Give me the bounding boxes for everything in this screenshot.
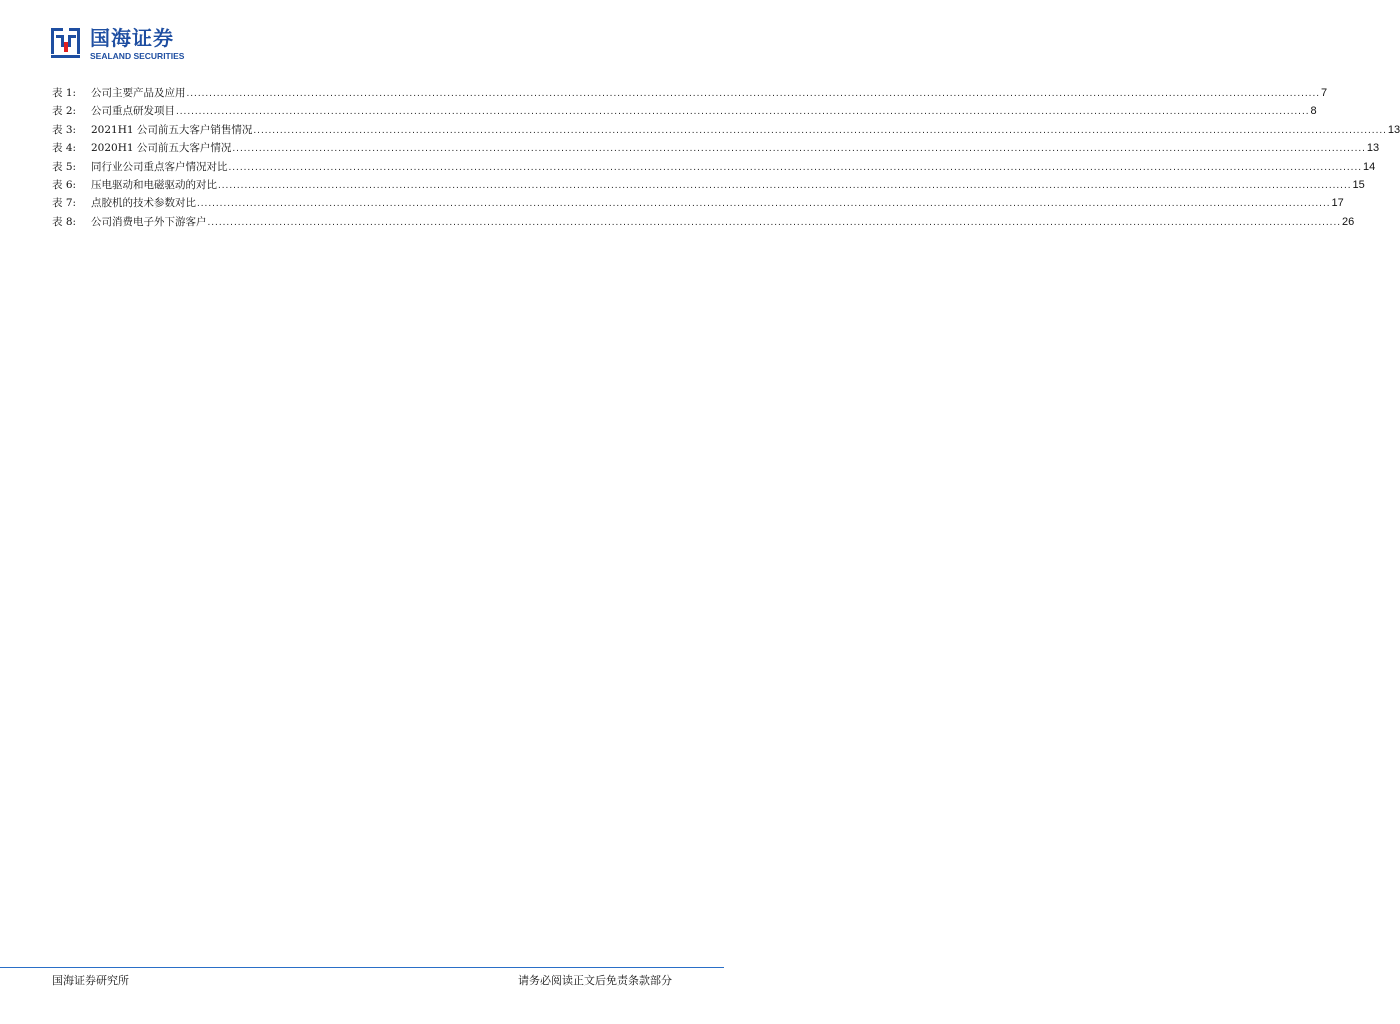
toc-entry[interactable] (52, 194, 1344, 212)
toc-entry-page: 7 (1321, 87, 1328, 99)
toc-entry[interactable] (52, 102, 1317, 120)
dot-leader: ............................................................................................................................................................................................................................................................................................................ (207, 216, 1341, 228)
toc-entry-label: 表 1: (52, 87, 77, 99)
toc-entry-label: 表 3: (52, 123, 77, 136)
toc-entry-page: 8 (1310, 105, 1317, 118)
dot-leader: ............................................................................................................................................................................................................................................................................................................ (218, 179, 1352, 191)
sealand-logo-icon (50, 26, 82, 60)
toc-entry-title: 2020H1 公司前五大客户情况 (91, 142, 232, 155)
logo-text-en: SEALAND SECURITIES (90, 51, 185, 61)
footer-institute: 国海证券研究所 (52, 974, 129, 987)
dot-leader: ............................................................................................................................................................................................................................................................................................................ (232, 143, 1366, 155)
toc-entry-title: 公司重点研发项目 (91, 105, 175, 118)
footer-disclaimer: 请务必阅读正文后免责条款部分 (518, 974, 672, 987)
toc-entry-page: 15 (1352, 178, 1365, 191)
toc-entry-page: 13 (1387, 123, 1400, 136)
dot-leader: ............................................................................................................................................................................................................................................................................................................ (197, 198, 1331, 210)
toc-entry-page: 13 (1366, 142, 1380, 155)
logo-text-cn: 国海证券 (90, 26, 174, 50)
toc-entry-title: 公司消费电子外下游客户 (91, 215, 207, 228)
dot-leader: ............................................................................................................................................................................................................................................................................................................ (228, 161, 1362, 173)
toc-entry-page: 14 (1363, 160, 1376, 173)
toc-entry-label: 表 5: (52, 160, 77, 173)
toc-entry-label: 表 4: (52, 142, 77, 155)
toc-entry[interactable] (52, 213, 1355, 231)
toc-entry-title: 点胶机的技术参数对比 (91, 197, 196, 210)
toc-entry[interactable] (52, 121, 1400, 139)
toc-entry[interactable] (52, 139, 1380, 157)
toc-entry-title: 2021H1 公司前五大客户销售情况 (91, 123, 253, 136)
dot-leader: ............................................................................................................................................................................................................................................................................................................ (186, 88, 1320, 99)
toc-entry-title: 压电驱动和电磁驱动的对比 (91, 178, 217, 191)
toc-entry[interactable] (52, 158, 1376, 176)
dot-leader: ............................................................................................................................................................................................................................................................................................................ (176, 106, 1310, 118)
toc-entry[interactable] (52, 84, 1328, 102)
toc-entry-title: 同行业公司重点客户情况对比 (91, 160, 228, 173)
table-of-tables (52, 84, 1400, 231)
toc-entry-label: 表 6: (52, 178, 77, 191)
toc-entry-label: 表 8: (52, 215, 77, 228)
toc-entry-title: 公司主要产品及应用 (91, 87, 186, 99)
toc-entry-page: 17 (1331, 197, 1344, 210)
toc-entry-label: 表 2: (52, 105, 77, 118)
header (50, 26, 350, 62)
toc-entry-label: 表 7: (52, 197, 77, 210)
footer-divider (0, 967, 724, 968)
dot-leader: ............................................................................................................................................................................................................................................................................................................ (253, 124, 1387, 136)
toc-entry[interactable] (52, 176, 1365, 194)
toc-entry-page: 26 (1342, 215, 1355, 228)
